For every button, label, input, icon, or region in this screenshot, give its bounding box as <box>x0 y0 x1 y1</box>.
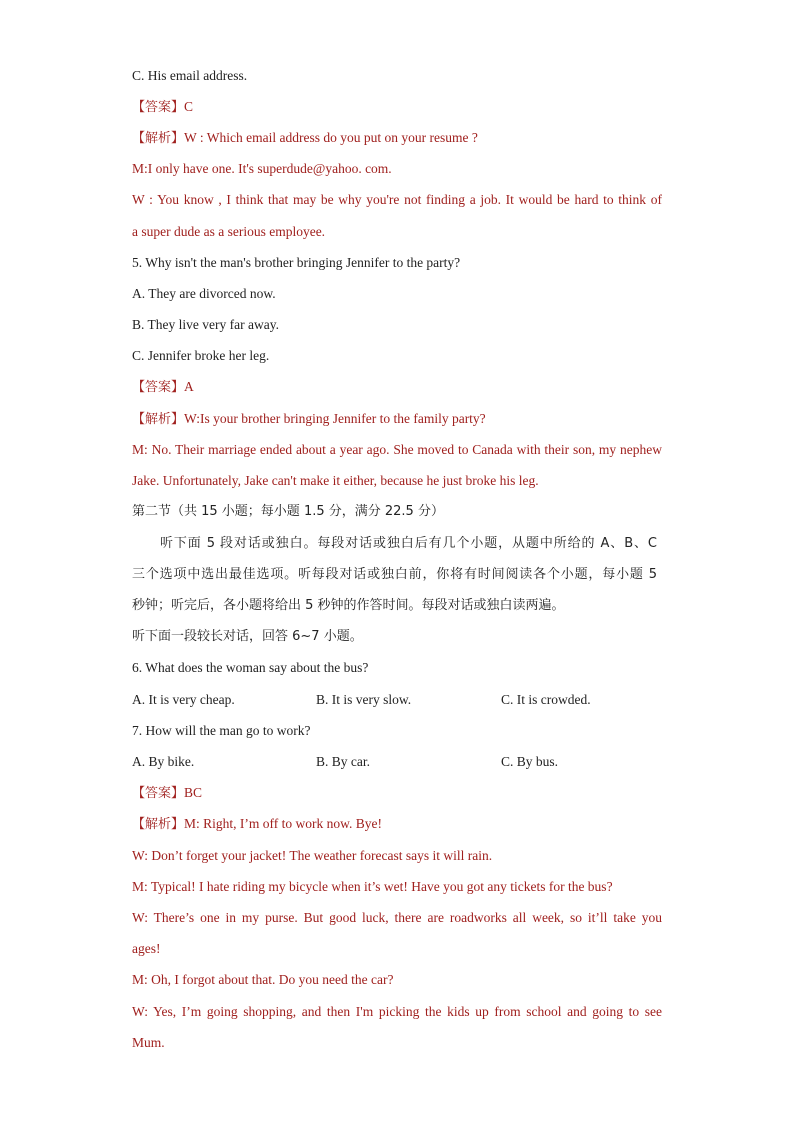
q7-analysis-line-1 <box>132 816 662 833</box>
q4-analysis-line-4: a super dude as a serious employee. <box>132 224 326 239</box>
instructions-line-2: 三个选项中选出最佳选项。听每段对话或独白前，你将有时间阅读各个小题，每小题 5 <box>132 567 657 582</box>
q6-option-a: A. It is very cheap. <box>132 692 235 707</box>
q7-analysis-line-4: W: There’s one in my purse. But good luck, there are roadworks all week, so it’ll take you <box>132 910 662 925</box>
answer-value: BC <box>184 785 203 800</box>
q6-question: 6. What does the woman say about the bus? <box>132 660 369 675</box>
answer-tag: 【答案】 <box>132 380 185 395</box>
q5-question: 5. Why isn't the man's brother bringing Jennifer to the party? <box>132 255 461 270</box>
instructions-line-3: 秒钟；听完后，各小题将给出 5 秒钟的作答时间。每段对话或独白读两遍。 <box>132 598 565 613</box>
q7-analysis-line-3: M: Typical! I hate riding my bicycle when it’s wet! Have you got any tickets for the bus? <box>132 879 613 894</box>
analysis-text: W : Which email address do you put on your resume ? <box>184 130 478 145</box>
q7-analysis-line-2: W: Don’t forget your jacket! The weather forecast says it will rain. <box>132 848 493 863</box>
q7-analysis-line-8: Mum. <box>132 1035 165 1050</box>
q5-option-a: A. They are divorced now. <box>132 286 276 301</box>
q4-analysis-line-2: M:I only have one. It's superdude@yahoo. com. <box>132 161 392 176</box>
analysis-tag: 【解析】 <box>132 412 185 427</box>
q5-answer-line <box>132 379 662 396</box>
answer-value: C <box>184 99 194 114</box>
answer-value: A <box>184 379 194 394</box>
analysis-tag: 【解析】 <box>132 131 185 146</box>
q7-option-c: C. By bus. <box>501 754 559 769</box>
q7-analysis-line-6: M: Oh, I forgot about that. Do you need the car? <box>132 972 394 987</box>
analysis-text: M: Right, I’m off to work now. Bye! <box>184 816 383 831</box>
q6-option-c: C. It is crowded. <box>501 692 591 707</box>
analysis-text: W:Is your brother bringing Jennifer to the family party? <box>184 411 486 426</box>
section-heading: 第二节（共 15 小题；每小题 1.5 分，满分 22.5 分） <box>132 504 444 519</box>
q7-answer-line <box>132 785 662 802</box>
q7-option-a: A. By bike. <box>132 754 195 769</box>
q4-analysis-line-1 <box>132 130 662 147</box>
q7-question: 7. How will the man go to work? <box>132 723 311 738</box>
q6-option-b: B. It is very slow. <box>316 692 412 707</box>
q7-analysis-line-5: ages! <box>132 941 161 956</box>
q4-answer-line <box>132 99 662 116</box>
analysis-tag: 【解析】 <box>132 817 185 832</box>
q7-option-b: B. By car. <box>316 754 370 769</box>
q7-analysis-line-7: W: Yes, I’m going shopping, and then I'm picking the kids up from school and going to see <box>132 1004 662 1019</box>
q4-analysis-line-3: W : You know , I think that may be why you're not finding a job. It would be hard to think of <box>132 192 662 207</box>
q5-option-b: B. They live very far away. <box>132 317 279 332</box>
q5-option-c: C. Jennifer broke her leg. <box>132 348 270 363</box>
q5-analysis-line-1 <box>132 411 662 428</box>
section-prompt: 听下面一段较长对话，回答 6~7 小题。 <box>132 629 363 644</box>
q4-option-c: C. His email address. <box>132 68 248 83</box>
answer-tag: 【答案】 <box>132 786 185 801</box>
instructions-line-1: 听下面 5 段对话或独白。每段对话或独白后有几个小题，从题中所给的 A、B、C <box>160 536 657 551</box>
q5-analysis-line-3: Jake. Unfortunately, Jake can't make it either, because he just broke his leg. <box>132 473 539 488</box>
answer-tag: 【答案】 <box>132 100 185 115</box>
q5-analysis-line-2: M: No. Their marriage ended about a year ago. She moved to Canada with their son, my nephew <box>132 442 662 457</box>
